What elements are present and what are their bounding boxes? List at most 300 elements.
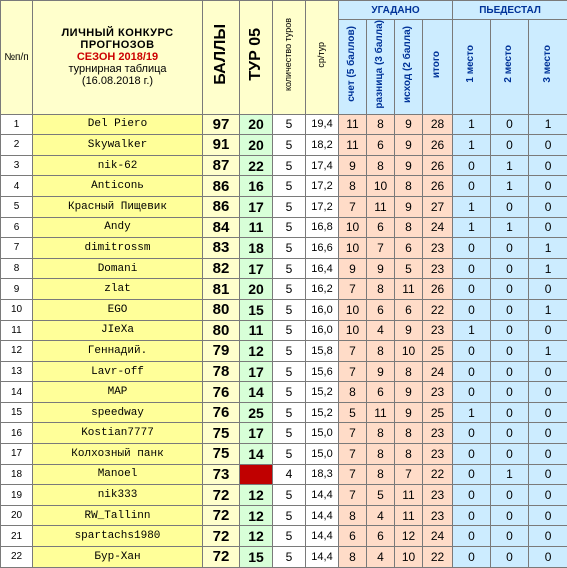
table-row (1, 423, 567, 444)
avg-per-tour: 14,4 (306, 526, 339, 547)
table-row (1, 176, 567, 197)
tour-count: 5 (273, 547, 306, 568)
row-number: 20 (1, 505, 33, 526)
player-name: zlat (33, 279, 203, 300)
tour-points: 11 (240, 320, 273, 341)
points: 73 (203, 464, 240, 485)
guessed-total: 22 (423, 547, 453, 568)
tour-points: 16 (240, 176, 273, 197)
header-avg: ср/тур (306, 1, 339, 115)
tour-points: 17 (240, 258, 273, 279)
guessed-outcome: 8 (395, 176, 423, 197)
points: 86 (203, 176, 240, 197)
tour-count: 5 (273, 320, 306, 341)
avg-per-tour: 19,4 (306, 114, 339, 135)
points: 82 (203, 258, 240, 279)
header-total: итого (423, 20, 453, 115)
podium-2: 0 (491, 526, 529, 547)
guessed-total: 22 (423, 464, 453, 485)
table-row (1, 505, 567, 526)
podium-3: 0 (529, 135, 567, 156)
row-number: 1 (1, 114, 33, 135)
guessed-diff: 4 (367, 320, 395, 341)
guessed-diff: 8 (367, 423, 395, 444)
table-row (1, 361, 567, 382)
avg-per-tour: 15,0 (306, 444, 339, 465)
guessed-score: 8 (339, 382, 367, 403)
avg-per-tour: 16,0 (306, 320, 339, 341)
podium-2: 0 (491, 279, 529, 300)
guessed-outcome: 6 (395, 299, 423, 320)
player-name: spartachs1980 (33, 526, 203, 547)
table-row (1, 299, 567, 320)
podium-2: 0 (491, 258, 529, 279)
player-name: Геннадий. (33, 341, 203, 362)
podium-2: 1 (491, 464, 529, 485)
points: 97 (203, 114, 240, 135)
table-row (1, 279, 567, 300)
guessed-score: 11 (339, 114, 367, 135)
podium-2: 0 (491, 382, 529, 403)
guessed-outcome: 12 (395, 526, 423, 547)
tour-points: 20 (240, 135, 273, 156)
guessed-total: 24 (423, 526, 453, 547)
tour-count: 5 (273, 485, 306, 506)
header-count: количество туров (273, 1, 306, 115)
player-name: Красный Пищевик (33, 196, 203, 217)
table-row (1, 114, 567, 135)
tour-count: 5 (273, 135, 306, 156)
season-label: СЕЗОН 2018/19 (33, 51, 202, 63)
header-points: БАЛЛЫ (203, 1, 240, 115)
guessed-outcome: 9 (395, 320, 423, 341)
guessed-total: 26 (423, 135, 453, 156)
player-name: nik-62 (33, 155, 203, 176)
podium-1: 1 (453, 320, 491, 341)
tour-count: 5 (273, 423, 306, 444)
player-name: speedway (33, 402, 203, 423)
row-number: 9 (1, 279, 33, 300)
row-number: 17 (1, 444, 33, 465)
tour-points: 15 (240, 299, 273, 320)
guessed-outcome: 9 (395, 155, 423, 176)
contest-info (33, 1, 203, 115)
points: 87 (203, 155, 240, 176)
player-name: Lavr-off (33, 361, 203, 382)
guessed-outcome: 9 (395, 135, 423, 156)
row-number: 8 (1, 258, 33, 279)
tour-count: 5 (273, 505, 306, 526)
podium-2: 0 (491, 485, 529, 506)
guessed-diff: 6 (367, 135, 395, 156)
row-number: 15 (1, 402, 33, 423)
avg-per-tour: 14,4 (306, 547, 339, 568)
table-row (1, 526, 567, 547)
tour-points: 22 (240, 155, 273, 176)
tour-points: 18 (240, 238, 273, 259)
table-row (1, 238, 567, 259)
guessed-total: 22 (423, 299, 453, 320)
guessed-score: 8 (339, 176, 367, 197)
row-number: 3 (1, 155, 33, 176)
guessed-total: 23 (423, 423, 453, 444)
tour-points: 17 (240, 423, 273, 444)
guessed-diff: 6 (367, 526, 395, 547)
podium-1: 0 (453, 485, 491, 506)
podium-3: 1 (529, 114, 567, 135)
guessed-diff: 8 (367, 444, 395, 465)
guessed-score: 7 (339, 423, 367, 444)
guessed-score: 10 (339, 238, 367, 259)
podium-2: 0 (491, 547, 529, 568)
podium-3: 0 (529, 505, 567, 526)
tour-points: 25 (240, 402, 273, 423)
podium-3: 1 (529, 341, 567, 362)
points: 76 (203, 402, 240, 423)
podium-1: 1 (453, 402, 491, 423)
tour-count: 5 (273, 526, 306, 547)
row-number: 5 (1, 196, 33, 217)
podium-1: 0 (453, 176, 491, 197)
table-label: турнирная таблица (33, 63, 202, 75)
guessed-diff: 9 (367, 258, 395, 279)
tour-points: 11 (240, 217, 273, 238)
tour-count: 5 (273, 382, 306, 403)
podium-2: 0 (491, 423, 529, 444)
player-name: Anticonь (33, 176, 203, 197)
podium-3: 0 (529, 176, 567, 197)
guessed-outcome: 7 (395, 464, 423, 485)
table-row (1, 444, 567, 465)
header-place-3: 3 место (529, 20, 567, 115)
row-number: 12 (1, 341, 33, 362)
header-tour: ТУР 05 (240, 1, 273, 115)
podium-2: 1 (491, 217, 529, 238)
avg-per-tour: 15,0 (306, 423, 339, 444)
guessed-outcome: 11 (395, 505, 423, 526)
table-row (1, 196, 567, 217)
avg-per-tour: 16,8 (306, 217, 339, 238)
podium-1: 1 (453, 135, 491, 156)
avg-per-tour: 18,2 (306, 135, 339, 156)
guessed-outcome: 9 (395, 382, 423, 403)
guessed-total: 23 (423, 382, 453, 403)
tour-points: 15 (240, 547, 273, 568)
guessed-total: 26 (423, 176, 453, 197)
guessed-diff: 8 (367, 341, 395, 362)
points: 72 (203, 526, 240, 547)
guessed-score: 7 (339, 485, 367, 506)
row-number: 4 (1, 176, 33, 197)
contest-title-2: ПРОГНОЗОВ (33, 39, 202, 51)
guessed-total: 25 (423, 341, 453, 362)
guessed-outcome: 8 (395, 444, 423, 465)
podium-2: 1 (491, 176, 529, 197)
row-number: 19 (1, 485, 33, 506)
guessed-diff: 8 (367, 279, 395, 300)
podium-3: 1 (529, 258, 567, 279)
avg-per-tour: 15,8 (306, 341, 339, 362)
player-name: JIeXa (33, 320, 203, 341)
podium-2: 0 (491, 135, 529, 156)
podium-2: 1 (491, 155, 529, 176)
row-number: 21 (1, 526, 33, 547)
header-podium-group: ПЬЕДЕСТАЛ (453, 1, 567, 20)
guessed-total: 25 (423, 402, 453, 423)
row-number: 18 (1, 464, 33, 485)
avg-per-tour: 16,6 (306, 238, 339, 259)
guessed-diff: 8 (367, 464, 395, 485)
guessed-diff: 6 (367, 217, 395, 238)
tour-count: 5 (273, 155, 306, 176)
podium-1: 0 (453, 505, 491, 526)
guessed-diff: 4 (367, 505, 395, 526)
guessed-score: 10 (339, 299, 367, 320)
guessed-total: 23 (423, 485, 453, 506)
player-name: RW_Tallinn (33, 505, 203, 526)
tour-points: 12 (240, 485, 273, 506)
points: 75 (203, 444, 240, 465)
podium-1: 0 (453, 299, 491, 320)
tour-count: 5 (273, 341, 306, 362)
podium-3: 0 (529, 423, 567, 444)
guessed-total: 23 (423, 444, 453, 465)
tour-count: 4 (273, 464, 306, 485)
player-name: EGO (33, 299, 203, 320)
avg-per-tour: 15,2 (306, 402, 339, 423)
guessed-score: 7 (339, 444, 367, 465)
avg-per-tour: 14,4 (306, 505, 339, 526)
player-name: Del Piero (33, 114, 203, 135)
guessed-outcome: 9 (395, 402, 423, 423)
guessed-score: 9 (339, 155, 367, 176)
podium-3: 1 (529, 238, 567, 259)
guessed-total: 28 (423, 114, 453, 135)
player-name: nik333 (33, 485, 203, 506)
points: 80 (203, 299, 240, 320)
podium-1: 0 (453, 361, 491, 382)
player-name: dimitrossm (33, 238, 203, 259)
podium-1: 0 (453, 464, 491, 485)
contest-title-1: ЛИЧНЫЙ КОНКУРС (33, 27, 202, 39)
guessed-score: 7 (339, 464, 367, 485)
avg-per-tour: 16,0 (306, 299, 339, 320)
table-row (1, 485, 567, 506)
guessed-score: 7 (339, 279, 367, 300)
guessed-total: 24 (423, 361, 453, 382)
table-row (1, 135, 567, 156)
table-row (1, 258, 567, 279)
guessed-total: 26 (423, 155, 453, 176)
tour-points: 14 (240, 382, 273, 403)
podium-1: 0 (453, 258, 491, 279)
guessed-total: 23 (423, 505, 453, 526)
points: 79 (203, 341, 240, 362)
avg-per-tour: 17,4 (306, 155, 339, 176)
guessed-score: 10 (339, 217, 367, 238)
avg-per-tour: 17,2 (306, 176, 339, 197)
header-score: счет (5 баллов) (339, 20, 367, 115)
guessed-score: 8 (339, 505, 367, 526)
avg-per-tour: 16,4 (306, 258, 339, 279)
row-number: 13 (1, 361, 33, 382)
podium-2: 0 (491, 361, 529, 382)
podium-2: 0 (491, 196, 529, 217)
player-name: Andy (33, 217, 203, 238)
player-name: Бур-Хан (33, 547, 203, 568)
points: 76 (203, 382, 240, 403)
points: 72 (203, 505, 240, 526)
podium-1: 1 (453, 196, 491, 217)
points: 75 (203, 423, 240, 444)
podium-1: 1 (453, 217, 491, 238)
tour-points: 12 (240, 526, 273, 547)
table-date: (16.08.2018 г.) (33, 75, 202, 87)
podium-1: 0 (453, 382, 491, 403)
row-number: 2 (1, 135, 33, 156)
tour-points: 14 (240, 444, 273, 465)
podium-1: 0 (453, 444, 491, 465)
header-number: №п/п (1, 1, 33, 115)
podium-1: 0 (453, 155, 491, 176)
tour-points: 12 (240, 341, 273, 362)
guessed-score: 7 (339, 196, 367, 217)
table-row (1, 547, 567, 568)
row-number: 16 (1, 423, 33, 444)
guessed-diff: 11 (367, 402, 395, 423)
podium-3: 0 (529, 444, 567, 465)
podium-1: 0 (453, 279, 491, 300)
tour-count: 5 (273, 444, 306, 465)
podium-3: 0 (529, 382, 567, 403)
guessed-score: 10 (339, 320, 367, 341)
podium-2: 0 (491, 444, 529, 465)
points: 91 (203, 135, 240, 156)
podium-3: 0 (529, 217, 567, 238)
podium-2: 0 (491, 320, 529, 341)
podium-2: 0 (491, 341, 529, 362)
header-place-1: 1 место (453, 20, 491, 115)
guessed-total: 23 (423, 238, 453, 259)
podium-3: 0 (529, 320, 567, 341)
player-name: MAP (33, 382, 203, 403)
guessed-score: 8 (339, 547, 367, 568)
tour-count: 5 (273, 402, 306, 423)
table-row (1, 464, 567, 485)
tour-count: 5 (273, 217, 306, 238)
tour-points: 17 (240, 361, 273, 382)
guessed-diff: 11 (367, 196, 395, 217)
points: 78 (203, 361, 240, 382)
tour-count: 5 (273, 114, 306, 135)
tour-count: 5 (273, 299, 306, 320)
row-number: 6 (1, 217, 33, 238)
player-name: Skywalker (33, 135, 203, 156)
guessed-total: 23 (423, 320, 453, 341)
guessed-outcome: 8 (395, 423, 423, 444)
tour-points: 12 (240, 505, 273, 526)
avg-per-tour: 15,2 (306, 382, 339, 403)
podium-2: 0 (491, 114, 529, 135)
guessed-score: 9 (339, 258, 367, 279)
row-number: 22 (1, 547, 33, 568)
guessed-diff: 10 (367, 176, 395, 197)
table-row (1, 341, 567, 362)
podium-1: 0 (453, 526, 491, 547)
row-number: 7 (1, 238, 33, 259)
podium-2: 0 (491, 299, 529, 320)
guessed-outcome: 5 (395, 258, 423, 279)
guessed-diff: 6 (367, 299, 395, 320)
avg-per-tour: 14,4 (306, 485, 339, 506)
guessed-outcome: 11 (395, 485, 423, 506)
player-name: Колхозный панк (33, 444, 203, 465)
guessed-diff: 9 (367, 361, 395, 382)
guessed-total: 24 (423, 217, 453, 238)
table-row (1, 217, 567, 238)
podium-3: 0 (529, 547, 567, 568)
tour-points: 17 (240, 196, 273, 217)
guessed-outcome: 10 (395, 341, 423, 362)
table-row (1, 382, 567, 403)
podium-3: 0 (529, 155, 567, 176)
guessed-outcome: 10 (395, 547, 423, 568)
guessed-outcome: 9 (395, 114, 423, 135)
avg-per-tour: 17,2 (306, 196, 339, 217)
guessed-score: 6 (339, 526, 367, 547)
points: 84 (203, 217, 240, 238)
guessed-score: 11 (339, 135, 367, 156)
player-name: Manoel (33, 464, 203, 485)
podium-2: 0 (491, 402, 529, 423)
podium-3: 0 (529, 485, 567, 506)
guessed-outcome: 8 (395, 361, 423, 382)
tour-count: 5 (273, 196, 306, 217)
podium-3: 1 (529, 299, 567, 320)
guessed-diff: 4 (367, 547, 395, 568)
tour-count: 5 (273, 238, 306, 259)
row-number: 14 (1, 382, 33, 403)
guessed-score: 7 (339, 361, 367, 382)
podium-1: 0 (453, 341, 491, 362)
podium-3: 0 (529, 196, 567, 217)
podium-1: 0 (453, 423, 491, 444)
tour-points (240, 464, 273, 485)
guessed-diff: 5 (367, 485, 395, 506)
table-row (1, 320, 567, 341)
points: 80 (203, 320, 240, 341)
guessed-outcome: 6 (395, 238, 423, 259)
podium-1: 0 (453, 238, 491, 259)
points: 83 (203, 238, 240, 259)
avg-per-tour: 16,2 (306, 279, 339, 300)
guessed-diff: 8 (367, 155, 395, 176)
tour-count: 5 (273, 279, 306, 300)
avg-per-tour: 18,3 (306, 464, 339, 485)
tour-count: 5 (273, 258, 306, 279)
podium-2: 0 (491, 238, 529, 259)
points: 72 (203, 485, 240, 506)
guessed-outcome: 11 (395, 279, 423, 300)
guessed-diff: 7 (367, 238, 395, 259)
tour-count: 5 (273, 176, 306, 197)
guessed-outcome: 8 (395, 217, 423, 238)
header-outcome: исход (2 балла) (395, 20, 423, 115)
podium-3: 0 (529, 279, 567, 300)
guessed-diff: 6 (367, 382, 395, 403)
tour-points: 20 (240, 279, 273, 300)
table-row (1, 402, 567, 423)
